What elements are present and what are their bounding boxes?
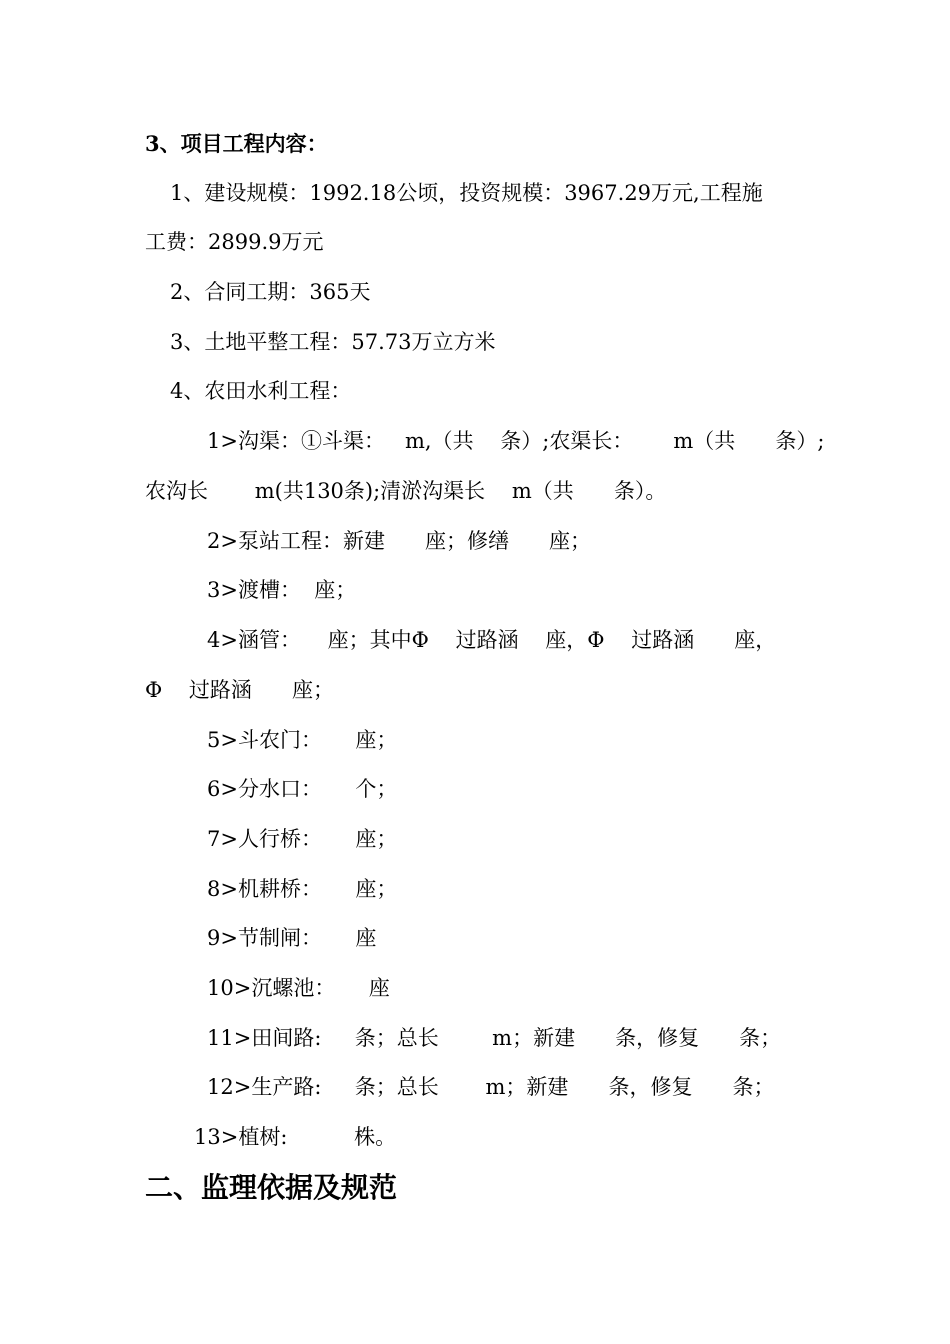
section-heading: 3、项目工程内容： <box>145 131 328 156</box>
farm-bridge: 8>机耕桥： 座； <box>207 877 398 901</box>
settling-pond: 10>沉螺池： 座 <box>207 976 390 1000</box>
pump-station: 2>泵站工程：新建 座；修缮 座； <box>207 529 592 553</box>
chapter-heading: 二、监理依据及规范 <box>145 1171 398 1204</box>
scale-line-2: 工费：2899.9万元 <box>145 230 324 254</box>
footbridge: 7>人行桥： 座； <box>207 827 398 851</box>
production-road: 12>生产路: 条；总长 m；新建 条，修复 条； <box>207 1075 775 1099</box>
control-gate: 9>节制闸： 座 <box>207 926 377 950</box>
ditch-line-2: 农沟长 m(共130条);清淤沟渠长 m（共 条）。 <box>145 479 667 503</box>
outlet: 6>分水口： 个； <box>207 777 398 801</box>
field-road: 11>田间路: 条；总长 m；新建 条，修复 条； <box>207 1026 782 1050</box>
land-leveling: 3、土地平整工程：57.73万立方米 <box>170 330 496 354</box>
scale-line-1: 1、建设规模：1992.18公顷，投资规模：3967.29万元,工程施 <box>170 181 763 205</box>
irrigation-heading: 4、农田水利工程： <box>170 379 352 403</box>
aqueduct: 3>渡槽： 座； <box>207 578 357 602</box>
tree-planting: 13>植树: 株。 <box>194 1125 397 1149</box>
gate: 5>斗农门： 座； <box>207 728 398 752</box>
ditch-line-1: 1>沟渠：①斗渠： m,（共 条）;农渠长： m（共 条）; <box>207 429 825 453</box>
contract-period: 2、合同工期：365天 <box>170 280 371 304</box>
culvert-line-2: Φ 过路涵 座； <box>145 678 334 702</box>
culvert-line-1: 4>涵管： 座；其中Φ 过路涵 座，Φ 过路涵 座， <box>207 628 777 652</box>
